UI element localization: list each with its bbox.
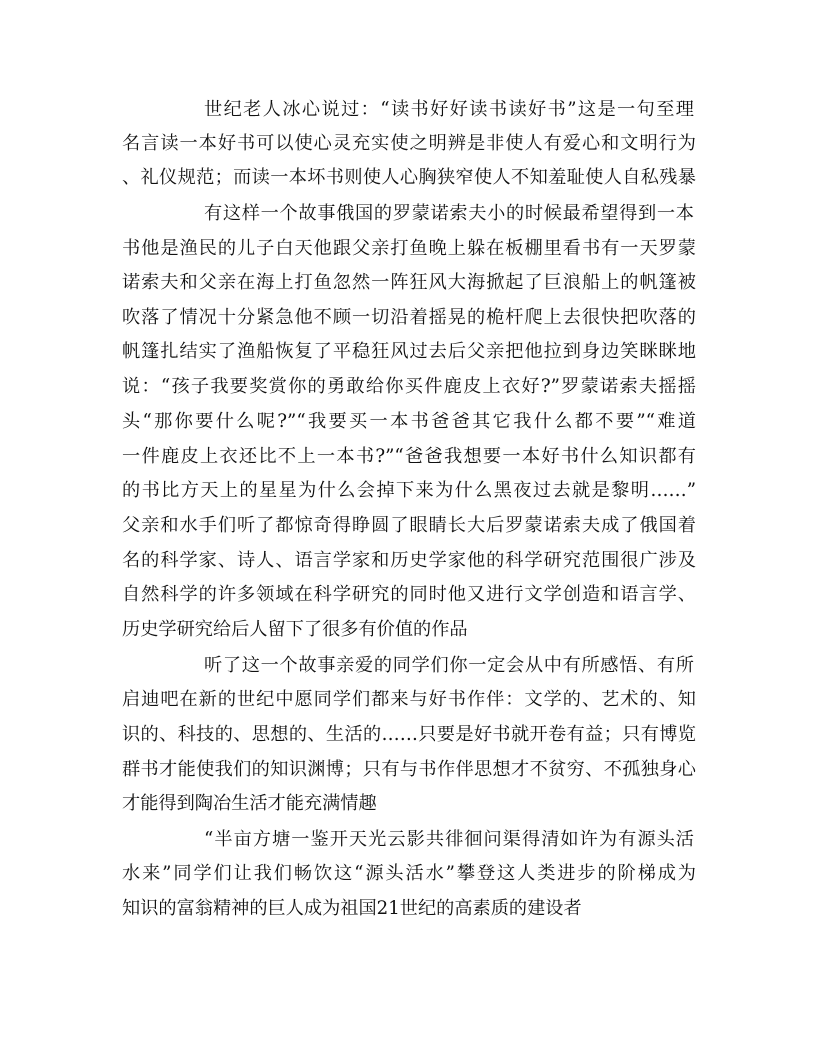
text-line: 听了这一个故事亲爱的同学们你一定会从中有所感悟、有所 bbox=[204, 655, 694, 676]
text-line: 名的科学家、诗人、语言学家和历史学家他的科学研究范围很广涉及 bbox=[122, 550, 696, 571]
text-line: 、礼仪规范；而读一本坏书则使人心胸狭窄使人不知羞耻使人自私残暴 bbox=[122, 167, 696, 188]
text-line: 帆篷扎结实了渔船恢复了平稳狂风过去后父亲把他拉到身边笑眯眯地 bbox=[122, 341, 696, 362]
text-line: 的书比方天上的星星为什么会掉下来为什么黑夜过去就是黎明……” bbox=[122, 480, 696, 501]
text-line: 才能得到陶冶生活才能充满情趣 bbox=[122, 793, 377, 814]
text-line: 水来”同学们让我们畅饮这“源头活水”攀登这人类进步的阶梯成为 bbox=[122, 863, 696, 884]
text-line: 名言读一本好书可以使心灵充实使之明辨是非使人有爱心和文明行为 bbox=[122, 133, 696, 154]
text-line: 吹落了情况十分紧急他不顾一切沿着摇晃的桅杆爬上去很快把吹落的 bbox=[122, 307, 696, 328]
text-line: 头“那你要什么呢?”“我要买一本书爸爸其它我什么都不要”“难道 bbox=[122, 411, 696, 432]
text-line: 群书才能使我们的知识渊博；只有与书作伴思想才不贫穷、不孤独身心 bbox=[122, 759, 696, 780]
text-line: 父亲和水手们听了都惊奇得睁圆了眼睛长大后罗蒙诺索夫成了俄国着 bbox=[122, 515, 696, 536]
text-line: 历史学研究给后人留下了很多有价值的作品 bbox=[122, 619, 468, 640]
text-line: 自然科学的许多领域在科学研究的同时他又进行文学创造和语言学、 bbox=[122, 584, 696, 605]
text-line: 启迪吧在新的世纪中愿同学们都来与好书作伴：文学的、艺术的、知 bbox=[122, 689, 696, 710]
text-line: 诺索夫和父亲在海上打鱼忽然一阵狂风大海掀起了巨浪船上的帆篷被 bbox=[122, 272, 696, 293]
text-line: 知识的富翁精神的巨人成为祖国21世纪的高素质的建设者 bbox=[122, 898, 582, 919]
text-line: “半亩方塘一鉴开天光云影共徘徊问渠得清如许为有源头活 bbox=[204, 829, 694, 850]
text-line: 有这样一个故事俄国的罗蒙诺索夫小的时候最希望得到一本 bbox=[204, 203, 694, 224]
text-line: 说：“孩子我要奖赏你的勇敢给你买件鹿皮上衣好?”罗蒙诺索夫摇摇 bbox=[122, 376, 696, 397]
text-line: 一件鹿皮上衣还比不上一本书?”“爸爸我想要一本好书什么知识都有 bbox=[122, 446, 696, 467]
text-line: 识的、科技的、思想的、生活的……只要是好书就开卷有益；只有博览 bbox=[122, 724, 696, 745]
text-line: 书他是渔民的儿子白天他跟父亲打鱼晚上躲在板棚里看书有一天罗蒙 bbox=[122, 238, 696, 259]
text-line: 世纪老人冰心说过：“读书好好读书读好书”这是一句至理 bbox=[204, 99, 694, 120]
